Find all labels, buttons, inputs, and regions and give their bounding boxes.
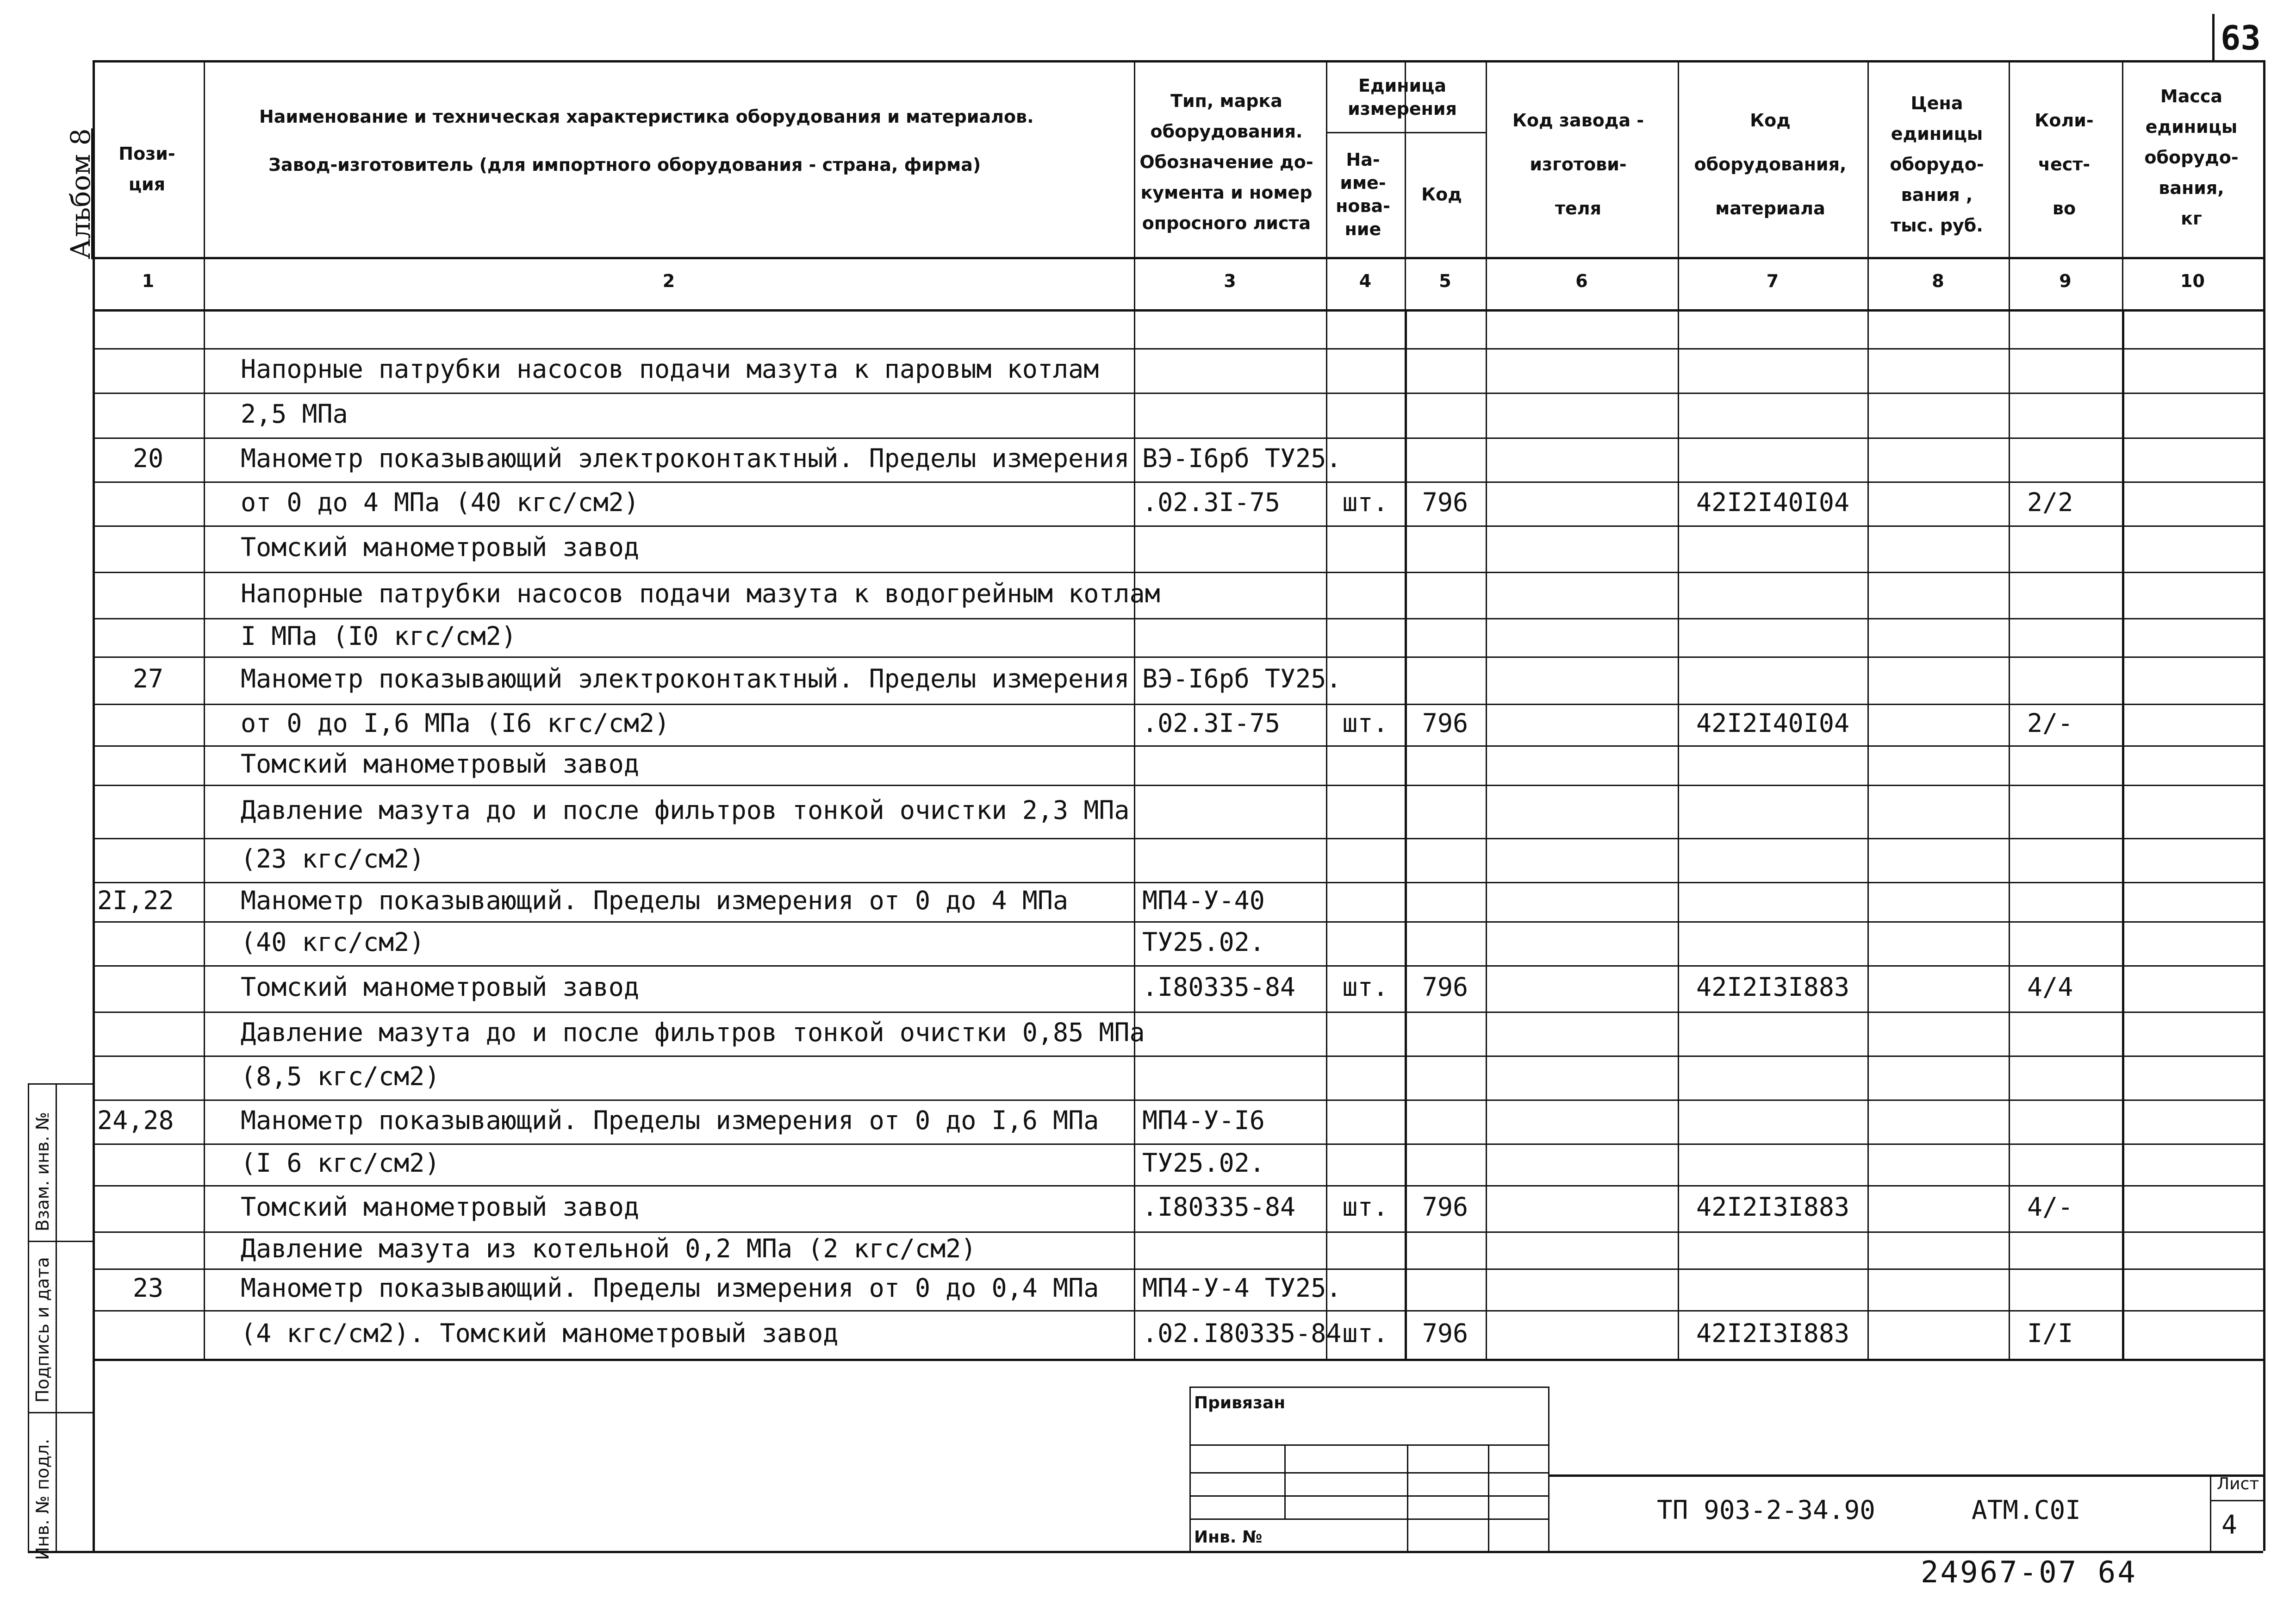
cell-pos: 2I,22 [97,885,174,915]
footer-handwritten-number: 24967-07 64 [1921,1555,2137,1590]
cell-type: .I80335-84 [1142,972,1296,1002]
stamp-inv-label: Инв. № [1194,1528,1263,1547]
cell-name: Давление мазута из котельной 0,2 МПа (2 кгс/см2) [241,1234,977,1263]
stamp-top [1189,1387,1548,1388]
header-position-l2: ция [128,174,166,194]
stamp-col1 [1284,1444,1286,1518]
header-plant-l1: Код завода - [1512,110,1644,131]
header-price-l2: единицы [1891,124,1983,144]
header-plant-l3: теля [1555,198,1602,219]
stamp-row1 [1189,1444,1548,1446]
cell-qty: 2/- [2027,708,2073,738]
row-line [93,1310,2263,1312]
cell-equip: 42I2I40I04 [1696,487,1850,517]
row-line [93,525,2263,527]
stamp-sheet-sep [2210,1474,2211,1551]
header-position [93,93,201,245]
stamp-row4 [1189,1518,1548,1520]
cell-pos: 23 [132,1273,164,1303]
header-bottom-line [93,257,2263,259]
header-price-l1: Цена [1910,93,1963,113]
cell-name: I МПа (I0 кгс/см2) [241,621,517,651]
header-equip-code [1675,83,1865,245]
column-number: 4 [1359,271,1372,291]
row-line [93,965,2263,967]
cell-type: .02.3I-75 [1142,708,1281,738]
stamp-linked-label: Привязан [1194,1393,1286,1412]
column-separator [1867,60,1869,1359]
side-label-vzam: Взам. инв. № [32,1112,53,1231]
cell-name: Манометр показывающий. Пределы измерения от 0 до 0,4 МПа [241,1273,1099,1303]
cell-qty: 4/- [2027,1192,2073,1222]
cell-unit: шт. [1342,972,1388,1002]
side-strip-sep1 [28,1241,93,1242]
row-line [93,921,2263,923]
cell-type: .02.3I-75 [1142,487,1281,517]
cell-pos: 20 [132,443,164,473]
row-line [93,618,2263,619]
cell-unit: шт. [1342,1318,1388,1348]
cell-name: Томский манометровый завод [241,532,639,562]
column-separator [2009,60,2010,1359]
column-number: 7 [1766,271,1779,291]
header-type-l2: оборудования. [1150,121,1303,142]
cell-name: Томский манометровый завод [241,1192,639,1222]
header-mass-l2: единицы [2145,117,2238,137]
row-line [93,348,2263,350]
cell-code: 796 [1422,972,1468,1002]
row-line [93,481,2263,483]
stamp-title-top [1548,1474,2263,1477]
column-number: 6 [1575,271,1588,291]
cell-unit: шт. [1342,487,1388,517]
header-mass-l5: кг [2181,208,2202,229]
header-unitname-l4: ние [1344,219,1381,239]
header-unit-l1: Единица [1358,75,1446,96]
column-number: 9 [2059,271,2072,291]
cell-name: (4 кгс/см2). Томский манометровый завод [241,1318,839,1348]
stamp-sheet-number: 4 [2221,1510,2237,1540]
column-number: 5 [1439,271,1451,291]
side-label-inv-orig: Инв. № подл. [32,1438,53,1560]
column-separator [1134,60,1135,1359]
column-separator [204,60,205,1359]
header-price-l5: тыс. руб. [1891,215,1983,236]
cell-name: 2,5 МПа [241,399,348,429]
cell-name: Напорные патрубки насосов подачи мазута к водогрейным котлам [241,579,1160,608]
header-equip-l3: материала [1715,198,1825,219]
header-unitname-l2: име- [1340,173,1386,193]
row-line [93,1012,2263,1013]
row-line [93,656,2263,658]
header-mass [2122,69,2261,245]
header-type [1129,69,1324,255]
cell-code: 796 [1422,487,1468,517]
cell-name: Давление мазута до и после фильтров тонкой очистки 0,85 МПа [241,1017,1145,1047]
cell-name: Давление мазута до и после фильтров тонкой очистки 2,3 МПа [241,795,1130,825]
cell-pos: 24,28 [97,1105,174,1135]
body-bottom-line [93,1359,2263,1361]
page-number-tick [2212,14,2215,60]
cell-name: Манометр показывающий электроконтактный. Пределы измерения [241,443,1130,473]
column-number: 8 [1932,271,1944,291]
cell-unit: шт. [1342,1192,1388,1222]
row-line [93,572,2263,573]
frame-top [93,60,2263,62]
row-line [93,785,2263,786]
cell-pos: 27 [132,664,164,693]
stamp-doc-mark: АТМ.С0I [1972,1495,2081,1525]
stamp-row2 [1189,1472,1548,1474]
row-line [93,393,2263,394]
cell-name: Манометр показывающий электроконтактный. Пределы измерения [241,664,1130,693]
row-line [93,1056,2263,1057]
header-name [259,106,1034,175]
cell-equip: 42I2I3I883 [1696,1318,1850,1348]
cell-type: .02.I80335-84 [1142,1318,1342,1348]
header-price [1867,76,2006,252]
header-unit-code [1402,134,1481,255]
album-label [65,128,96,259]
row-line [93,704,2263,705]
cell-unit: шт. [1342,708,1388,738]
column-separator [1326,60,1327,1359]
header-equip-l2: оборудования, [1694,154,1847,175]
cell-type: .I80335-84 [1142,1192,1296,1222]
cell-code: 796 [1422,1318,1468,1348]
column-number: 10 [2180,271,2205,291]
cell-qty: 2/2 [2027,487,2073,517]
column-separator [1678,60,1679,1359]
cell-name: Манометр показывающий. Пределы измерения от 0 до 4 МПа [241,885,1069,915]
header-type-l1: Тип, марка [1170,91,1282,111]
cell-type: МП4-У-I6 [1142,1105,1265,1135]
stamp-col2 [1407,1444,1408,1551]
header-unit-l2: измерения [1348,99,1457,119]
row-line [93,1231,2263,1233]
cell-equip: 42I2I40I04 [1696,708,1850,738]
header-type-l5: опросного листа [1142,213,1311,233]
stamp-sheet-line [2210,1500,2263,1501]
stamp-doc-code: ТП 903-2-34.90 [1657,1495,1876,1525]
row-line [93,882,2263,883]
cell-name: Напорные патрубки насосов подачи мазута к паровым котлам [241,354,1099,384]
numbers-bottom-line [93,309,2263,312]
stamp-left [1189,1387,1191,1551]
row-line [93,1099,2263,1101]
header-qty-l3: во [2052,198,2076,219]
cell-name: (8,5 кгс/см2) [241,1061,440,1091]
header-price-l4: вания , [1901,185,1973,205]
col10-left-thick [2122,309,2124,1359]
header-mass-l3: оборудо- [2144,147,2239,168]
cell-type: МП4-У-4 ТУ25. [1142,1273,1342,1303]
frame-bottom [28,1551,2263,1553]
header-plant-code [1486,83,1671,245]
cell-name: от 0 до 4 МПа (40 кгс/см2) [241,487,639,517]
cell-name: (I 6 кгс/см2) [241,1148,440,1178]
cell-type: ВЭ-I6рб ТУ25. [1142,443,1342,473]
stamp-inner-right [1548,1387,1549,1551]
cell-equip: 42I2I3I883 [1696,1192,1850,1222]
cell-name: Томский манометровый завод [241,749,639,779]
row-line [93,1185,2263,1187]
stamp-col3 [1488,1444,1489,1551]
header-plant-l2: изготови- [1530,154,1627,175]
header-mass-l1: Масса [2160,86,2223,106]
header-qty [2009,83,2120,245]
column-separator [1486,60,1487,1359]
column-number: 2 [662,271,675,291]
header-type-l4: кумента и номер [1140,182,1313,203]
header-name-l1: Наименование и техническая характеристика оборудования и материалов. [259,106,1034,127]
column-number: 3 [1224,271,1236,291]
column-number: 1 [142,271,155,291]
header-name-l2: Завод-изготовитель (для импортного оборудования - страна, фирма) [268,155,981,175]
header-position-l1: Пози- [118,144,175,164]
frame-right [2263,60,2265,1551]
side-strip-mid [56,1083,57,1551]
cell-name: Манометр показывающий. Пределы измерения от 0 до I,6 МПа [241,1105,1099,1135]
header-qty-l2: чест- [2038,154,2091,175]
cell-type: ВЭ-I6рб ТУ25. [1142,664,1342,693]
cell-type: ТУ25.02. [1142,927,1265,957]
header-unitcode-l1: Код [1421,184,1462,205]
side-strip-top [28,1083,93,1085]
cell-name: (23 кгс/см2) [241,843,425,874]
cell-name: от 0 до I,6 МПа (I6 кгс/см2) [241,708,670,738]
cell-qty: 4/4 [2027,972,2073,1002]
stamp-sheet-label: Лист [2217,1474,2259,1493]
row-line [93,1143,2263,1145]
cell-name: (40 кгс/см2) [241,927,425,957]
row-line [93,838,2263,839]
side-strip-left [28,1083,29,1551]
cell-name: Томский манометровый завод [241,972,639,1002]
side-strip-sep2 [28,1412,93,1413]
album-label-text: Альбом 8 [65,128,96,259]
header-unitname-l1: На- [1346,150,1380,170]
header-equip-l1: Код [1750,110,1791,131]
cell-type: ТУ25.02. [1142,1148,1265,1178]
cell-qty: I/I [2027,1318,2073,1348]
header-mass-l4: вания, [2159,178,2224,198]
unit-group-line [1326,132,1486,133]
cell-equip: 42I2I3I883 [1696,972,1850,1002]
cell-code: 796 [1422,1192,1468,1222]
header-unit-group [1324,65,1481,130]
header-unitname-l3: нова- [1336,196,1390,216]
row-line [93,745,2263,747]
cell-type: МП4-У-40 [1142,885,1265,915]
page-number: 63 [2221,19,2261,57]
row-line [93,1268,2263,1270]
header-unit-name [1324,134,1402,255]
header-type-l3: Обозначение до- [1139,152,1313,172]
row-line [93,437,2263,439]
side-label-signature: Подпись и дата [32,1257,53,1403]
cell-code: 796 [1422,708,1468,738]
header-qty-l1: Коли- [2035,110,2094,131]
stamp-row3 [1189,1495,1548,1497]
header-price-l3: оборудо- [1890,154,1984,175]
